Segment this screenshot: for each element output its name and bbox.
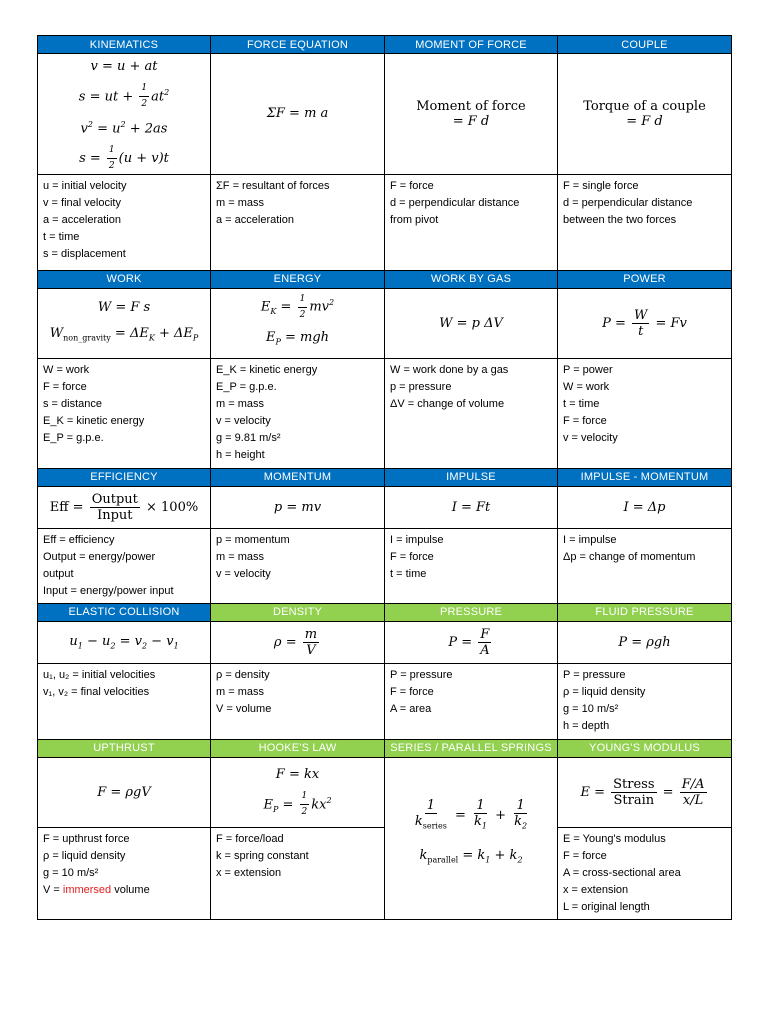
desc-line: m = mass xyxy=(216,397,264,410)
youngs-modulus-desc xyxy=(558,827,732,919)
header-youngs-modulus: YOUNG'S MODULUS xyxy=(558,739,732,757)
header-force-equation: FORCE EQUATION xyxy=(211,36,385,54)
desc-line: F = single force xyxy=(563,179,639,192)
desc-text: volume xyxy=(111,883,150,896)
desc-text: V = xyxy=(43,883,63,896)
header-row-3 xyxy=(38,468,732,486)
header-pressure: PRESSURE xyxy=(385,603,558,621)
header-density: DENSITY xyxy=(211,603,385,621)
hookes-law-formulas: F = kx $E_P$ = $\frac{1}{2}$ $kx^2$ xyxy=(211,757,385,827)
work-by-gas-formula: W = p ΔV xyxy=(385,288,558,358)
desc-line: t = time xyxy=(390,567,427,580)
pressure-formula: P = $\frac{F}{A}$ xyxy=(385,621,558,663)
desc-line: W = work xyxy=(563,380,610,393)
density-formula: ρ = $\frac{m}{V}$ xyxy=(211,621,385,663)
desc-line: W = work done by a gas xyxy=(390,363,509,376)
desc-line: a = acceleration xyxy=(43,213,121,226)
desc-line: g = 10 m/s² xyxy=(563,702,619,715)
couple-desc xyxy=(558,174,732,270)
header-power: POWER xyxy=(558,270,732,288)
elastic-collision-formula: $u_1 - u_2 = v_2 - v_1$ xyxy=(38,621,211,663)
force-desc xyxy=(211,174,385,270)
desc-line: v = velocity xyxy=(563,431,618,444)
impulse-formula: I = Ft xyxy=(385,486,558,528)
desc-line: between the two forces xyxy=(563,213,677,226)
header-row-4 xyxy=(38,603,732,621)
header-momentum: MOMENTUM xyxy=(211,468,385,486)
desc-line: from pivot xyxy=(390,213,439,226)
desc-line: A = area xyxy=(390,702,432,715)
desc-line: g = 10 m/s² xyxy=(43,866,99,879)
couple-formula-line1: Torque of a couple xyxy=(583,98,706,114)
energy-formulas: $E_K$ = $\frac{1}{2}$ $mv^2$ $E_P$ = mgh xyxy=(211,288,385,358)
elastic-desc xyxy=(38,663,211,739)
desc-line: p = pressure xyxy=(390,380,452,393)
desc-line: F = force xyxy=(390,179,434,192)
desc-line: m = mass xyxy=(216,550,264,563)
desc-line: v = velocity xyxy=(216,414,271,427)
desc-line: output xyxy=(43,567,74,580)
desc-line: Δp = change of momentum xyxy=(563,550,696,563)
efficiency-formula: Eff = $\frac{\text{Output}}{\text{Input}}$ × 100% xyxy=(38,486,211,528)
desc-line: x = extension xyxy=(216,866,282,879)
desc-line: F = force xyxy=(390,685,434,698)
desc-line: m = mass xyxy=(216,685,264,698)
desc-line: A = cross-sectional area xyxy=(563,866,681,879)
formula-row-2 xyxy=(38,288,732,358)
desc-line: h = depth xyxy=(563,719,610,732)
desc-line-immersed xyxy=(43,882,205,899)
desc-line: F = force/load xyxy=(216,832,284,845)
header-row-5 xyxy=(38,739,732,757)
desc-line: F = force xyxy=(563,414,607,427)
desc-row-3 xyxy=(38,528,732,603)
density-desc xyxy=(211,663,385,739)
desc-line: P = pressure xyxy=(390,668,453,681)
couple-formula-line2: = F d xyxy=(626,113,663,129)
desc-line: d = perpendicular distance xyxy=(390,196,520,209)
force-equation-formula: ΣF = m a xyxy=(211,54,385,175)
desc-line: ρ = density xyxy=(216,668,270,681)
fluid-pressure-formula: P = ρgh xyxy=(558,621,732,663)
work-formulas: W = F s $W_{non\_gravity} = \Delta E_K + \Delta E_P$ xyxy=(38,288,211,358)
desc-line: ρ = liquid density xyxy=(43,849,126,862)
header-elastic-collision: ELASTIC COLLISION xyxy=(38,603,211,621)
header-couple: COUPLE xyxy=(558,36,732,54)
desc-line: ρ = liquid density xyxy=(563,685,646,698)
fluid-pressure-desc xyxy=(558,663,732,739)
desc-line: F = force xyxy=(563,849,607,862)
desc-line: F = force xyxy=(43,380,87,393)
desc-line: E_P = g.p.e. xyxy=(43,431,104,444)
header-impulse: IMPULSE xyxy=(385,468,558,486)
header-energy: ENERGY xyxy=(211,270,385,288)
desc-line: V = volume xyxy=(216,702,272,715)
desc-line: F = force xyxy=(390,550,434,563)
momentum-desc xyxy=(211,528,385,603)
desc-line: v = final velocity xyxy=(43,196,121,209)
moment-formula xyxy=(385,54,558,175)
desc-line: a = acceleration xyxy=(216,213,294,226)
desc-line: ΣF = resultant of forces xyxy=(216,179,330,192)
desc-line: Eff = efficiency xyxy=(43,533,115,546)
moment-formula-line1: Moment of force xyxy=(416,98,526,114)
power-desc xyxy=(558,358,732,468)
desc-line: v₁, v₂ = final velocities xyxy=(43,685,150,698)
desc-line: P = pressure xyxy=(563,668,626,681)
desc-line: F = upthrust force xyxy=(43,832,130,845)
desc-line: W = work xyxy=(43,363,90,376)
power-formula: P = $\frac{W}{t}$ = Fv xyxy=(558,288,732,358)
formula-row-3 xyxy=(38,486,732,528)
desc-line: Output = energy/power xyxy=(43,550,156,563)
desc-line: s = distance xyxy=(43,397,103,410)
pressure-desc xyxy=(385,663,558,739)
header-row-2 xyxy=(38,270,732,288)
youngs-modulus-formula: E = $\frac{\text{Stress}}{\text{Strain}}$ = $\frac{F/A}{x/L}$ xyxy=(558,757,732,827)
desc-row-2 xyxy=(38,358,732,468)
header-hookes-law: HOOKE'S LAW xyxy=(211,739,385,757)
desc-line: t = time xyxy=(563,397,600,410)
header-work: WORK xyxy=(38,270,211,288)
moment-formula-line2: = F d xyxy=(452,113,490,129)
formula-row-4 xyxy=(38,621,732,663)
hookes-law-desc xyxy=(211,827,385,919)
efficiency-desc xyxy=(38,528,211,603)
desc-line: h = height xyxy=(216,448,265,461)
desc-line: I = impulse xyxy=(390,533,444,546)
desc-line: E_K = kinetic energy xyxy=(43,414,145,427)
desc-line: E_P = g.p.e. xyxy=(216,380,277,393)
upthrust-desc xyxy=(38,827,211,919)
couple-formula xyxy=(558,54,732,175)
desc-line: s = displacement xyxy=(43,247,126,260)
header-kinematics: KINEMATICS xyxy=(38,36,211,54)
desc-line: p = momentum xyxy=(216,533,290,546)
desc-line: ΔV = change of volume xyxy=(390,397,505,410)
work-by-gas-desc xyxy=(385,358,558,468)
desc-line: t = time xyxy=(43,230,80,243)
momentum-formula: p = mv xyxy=(211,486,385,528)
impulse-momentum-formula: I = Δp xyxy=(558,486,732,528)
desc-line: x = extension xyxy=(563,883,629,896)
desc-row-4 xyxy=(38,663,732,739)
header-moment-of-force: MOMENT OF FORCE xyxy=(385,36,558,54)
desc-line: g = 9.81 m/s² xyxy=(216,431,281,444)
moment-desc xyxy=(385,174,558,270)
header-upthrust: UPTHRUST xyxy=(38,739,211,757)
formula-sheet-table xyxy=(37,35,732,920)
desc-line: P = power xyxy=(563,363,613,376)
header-work-by-gas: WORK BY GAS xyxy=(385,270,558,288)
desc-row-1 xyxy=(38,174,732,270)
header-series-parallel-springs: SERIES / PARALLEL SPRINGS xyxy=(385,739,558,757)
desc-line: v = velocity xyxy=(216,567,271,580)
desc-line: u = initial velocity xyxy=(43,179,127,192)
highlighted-word: immersed xyxy=(62,883,112,896)
header-efficiency: EFFICIENCY xyxy=(38,468,211,486)
kinematics-desc xyxy=(38,174,211,270)
desc-line: E_K = kinetic energy xyxy=(216,363,318,376)
formula-row-5 xyxy=(38,757,732,827)
upthrust-formula: F = ρgV xyxy=(38,757,211,827)
header-impulse-momentum: IMPULSE - MOMENTUM xyxy=(558,468,732,486)
formula-row-1 xyxy=(38,54,732,175)
header-row-1 xyxy=(38,36,732,54)
work-desc xyxy=(38,358,211,468)
impulse-desc xyxy=(385,528,558,603)
springs-formulas: $\frac{1}{k_{series}}$ = $\frac{1}{k_1}$ + $\frac{1}{k_2}$ $k_{parallel} = k_1 + k_2$ xyxy=(385,757,558,919)
impulse-momentum-desc xyxy=(558,528,732,603)
desc-line: E = Young's modulus xyxy=(563,832,666,845)
desc-line: d = perpendicular distance xyxy=(563,196,693,209)
desc-line: Input = energy/power input xyxy=(43,584,174,597)
desc-line: I = impulse xyxy=(563,533,617,546)
energy-desc xyxy=(211,358,385,468)
kinematics-formulas: v = u + at s = ut + $\frac{1}{2}$ $at^2$ $v^2 = u^2 + 2as$ s = $\frac{1}{2}$ (u + v)t xyxy=(38,54,211,175)
desc-line: k = spring constant xyxy=(216,849,309,862)
desc-line: L = original length xyxy=(563,900,650,913)
desc-line: u₁, u₂ = initial velocities xyxy=(43,668,156,681)
desc-line: m = mass xyxy=(216,196,264,209)
header-fluid-pressure: FLUID PRESSURE xyxy=(558,603,732,621)
